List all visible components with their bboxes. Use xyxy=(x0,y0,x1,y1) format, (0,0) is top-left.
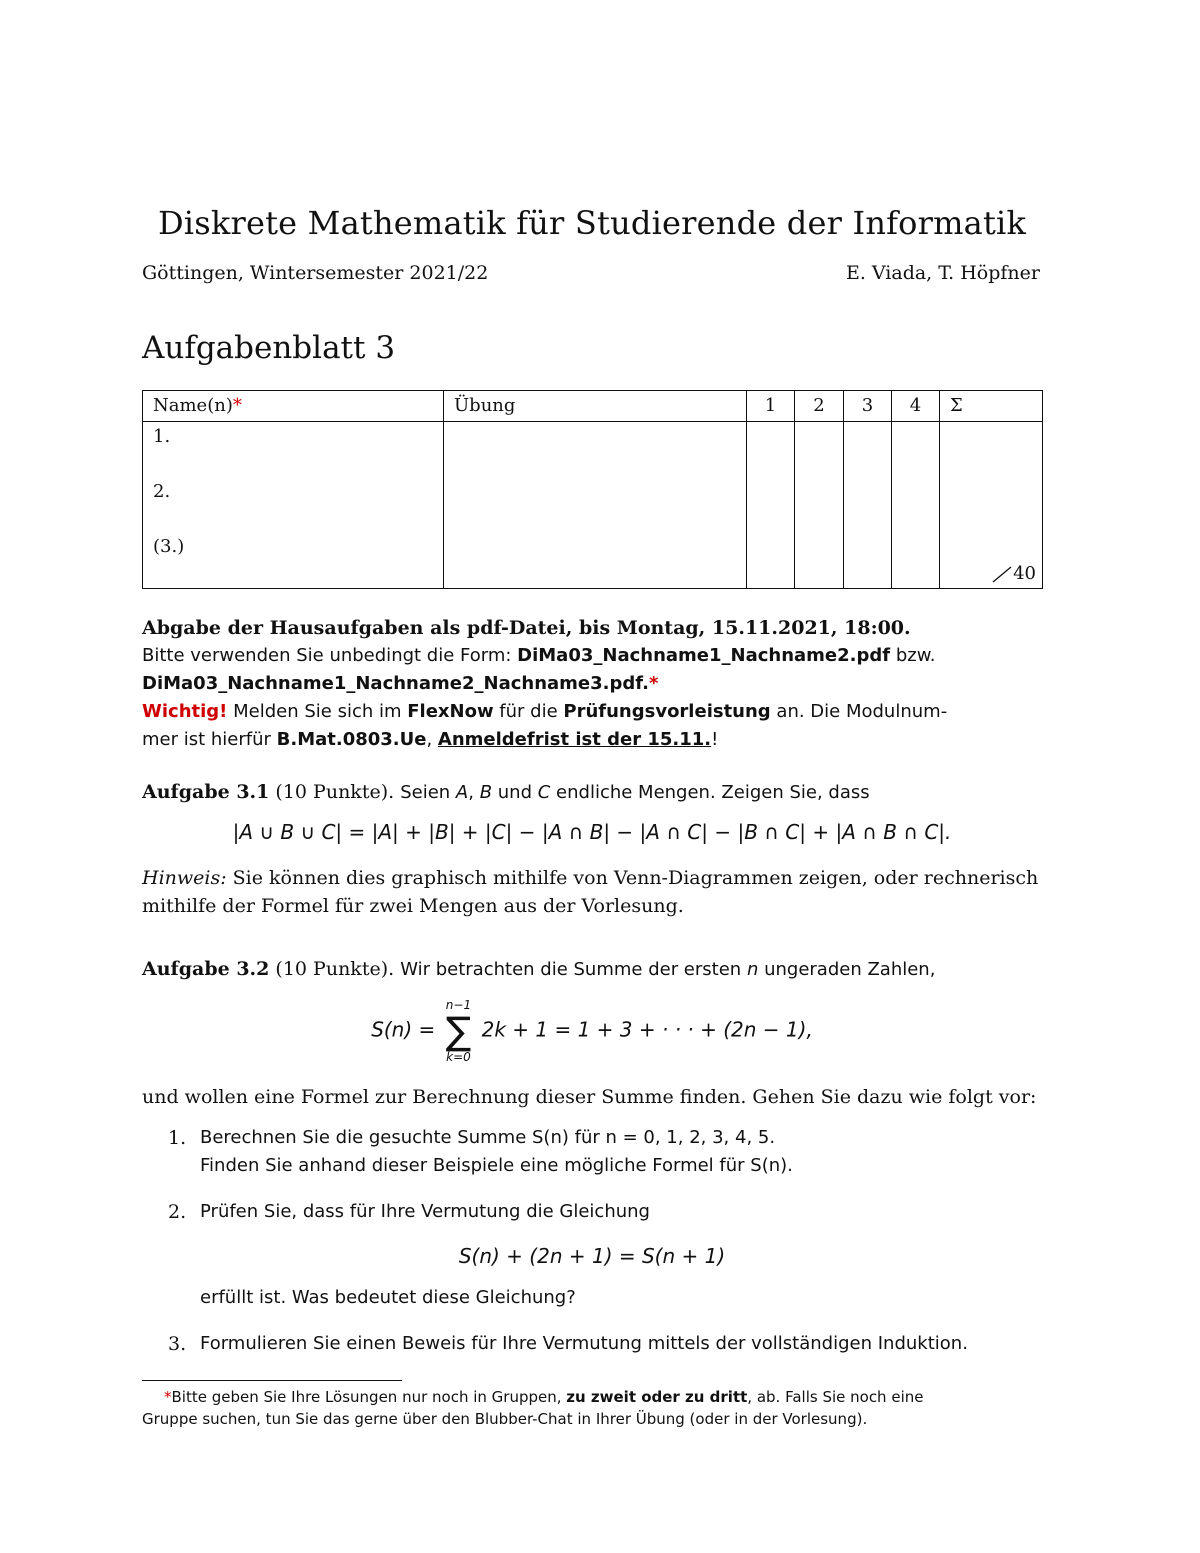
task-3-2-sum-formula: S(n) = n−1 ∑ k=0 2k + 1 = 1 + 3 + · · · + (2n − 1), xyxy=(371,998,813,1064)
step-3: 3. Formulieren Sie einen Beweis für Ihre Vermutung mittels der vollständigen Induktion. xyxy=(168,1333,968,1355)
step-2-formula: S(n) + (2n + 1) = S(n + 1) xyxy=(458,1244,726,1268)
task-3-1-hint: Hinweis: Sie können dies graphisch mithilfe von Venn-Diagrammen zeigen, oder rechnerisch mithilfe der Formel für zwei Mengen aus der Vorlesung. xyxy=(142,867,1039,917)
max-points: 40 xyxy=(991,563,1036,584)
authors: E. Viada, T. Höpfner xyxy=(845,262,1040,284)
header-task-1: 1 xyxy=(747,391,795,422)
name-row-1: 1. xyxy=(153,426,171,447)
hint-label: Hinweis: xyxy=(142,867,227,889)
uebung-cell[interactable] xyxy=(444,422,747,589)
filename-pattern-two: DiMa03_Nachname1_Nachname2.pdf xyxy=(517,645,891,666)
registration-warning-cont: mer ist hierfür B.Mat.0803.Ue, Anmeldefrist ist der 15.11.! xyxy=(142,729,719,750)
footnote-rule xyxy=(142,1380,402,1381)
task-3-2-instructions: und wollen eine Formel zur Berechnung dieser Summe finden. Gehen Sie dazu wie folgt vor: xyxy=(142,1086,1037,1108)
grade-table xyxy=(142,390,1043,589)
header-sum: Σ xyxy=(940,391,1043,422)
module-number: B.Mat.0803.Ue xyxy=(276,729,427,750)
points-task-2-cell[interactable] xyxy=(795,422,844,589)
points-task-3-cell[interactable] xyxy=(844,422,892,589)
submission-deadline: Abgabe der Hausaufgaben als pdf-Datei, bis Montag, 15.11.2021, 18:00. xyxy=(142,617,911,639)
course-title: Diskrete Mathematik für Studierende der Informatik xyxy=(157,204,1027,242)
names-cell[interactable] xyxy=(143,422,444,589)
sheet-title: Aufgabenblatt 3 xyxy=(142,330,396,366)
fraction-slash-icon xyxy=(991,564,1013,584)
task-3-1-intro: Aufgabe 3.1 (10 Punkte). Seien A, B und C endliche Mengen. Zeigen Sie, dass xyxy=(142,781,870,803)
sum-operator: n−1 ∑ k=0 xyxy=(445,998,472,1064)
step-1: 1. Berechnen Sie die gesuchte Summe S(n) für n = 0, 1, 2, 3, 4, 5. Finden Sie anhand dieser Beispiele eine mögliche Formel für S(n). xyxy=(168,1127,793,1176)
header-names: Name(n)* xyxy=(143,391,444,422)
points-task-1-cell[interactable] xyxy=(747,422,795,589)
task-3-2-steps xyxy=(142,1124,1042,1358)
name-row-3: (3.) xyxy=(153,536,185,557)
registration-deadline: Anmeldefrist ist der 15.11. xyxy=(437,729,712,750)
task-3-2-label: Aufgabe 3.2 xyxy=(142,958,270,980)
submission-info xyxy=(142,614,1042,754)
points-task-4-cell[interactable] xyxy=(892,422,940,589)
points-sum-cell[interactable] xyxy=(940,422,1043,589)
header-task-3: 3 xyxy=(844,391,892,422)
task-3-1-formula: |A ∪ B ∪ C| = |A| + |B| + |C| − |A ∩ B| − |A ∩ C| − |B ∩ C| + |A ∩ B ∩ C|. xyxy=(232,820,952,844)
worksheet-page xyxy=(142,0,1042,1553)
header-uebung: Übung xyxy=(444,391,747,422)
header-subline xyxy=(142,262,1040,284)
footnote: *Bitte geben Sie Ihre Lösungen nur noch in Gruppen, zu zweit oder zu dritt, ab. Falls Sie noch eine Gruppe suchen, tun Sie das gerne über den Blubber-Chat in Ihrer Übung (oder in der Vorlesung). xyxy=(142,1388,924,1428)
filename-pattern-three: DiMa03_Nachname1_Nachname2_Nachname3.pdf.* xyxy=(142,673,659,694)
task-3-2-intro: Aufgabe 3.2 (10 Punkte). Wir betrachten die Summe der ersten n ungeraden Zahlen, xyxy=(142,958,936,980)
step-2: 2. Prüfen Sie, dass für Ihre Vermutung die Gleichung S(n) + (2n + 1) = S(n + 1) erfüllt ist. Was bedeutet diese Gleichung? xyxy=(142,1198,1042,1312)
place-term: Göttingen, Wintersemester 2021/22 xyxy=(142,262,489,284)
warning-label: Wichtig! xyxy=(142,701,228,722)
name-row-2: 2. xyxy=(153,481,171,502)
grade-table-body xyxy=(143,422,1043,589)
footnote-mark-bottom: * xyxy=(164,1388,172,1406)
task-3-1-label: Aufgabe 3.1 xyxy=(142,781,270,803)
grade-table-header xyxy=(143,391,1043,422)
submission-format-line: Bitte verwenden Sie unbedingt die Form: DiMa03_Nachname1_Nachname2.pdf bzw. xyxy=(142,645,936,666)
registration-warning: Wichtig! Melden Sie sich im FlexNow für die Prüfungsvorleistung an. Die Modulnum- xyxy=(142,701,948,722)
footnote-mark: * xyxy=(232,395,242,416)
header-task-2: 2 xyxy=(795,391,844,422)
header-task-4: 4 xyxy=(892,391,940,422)
